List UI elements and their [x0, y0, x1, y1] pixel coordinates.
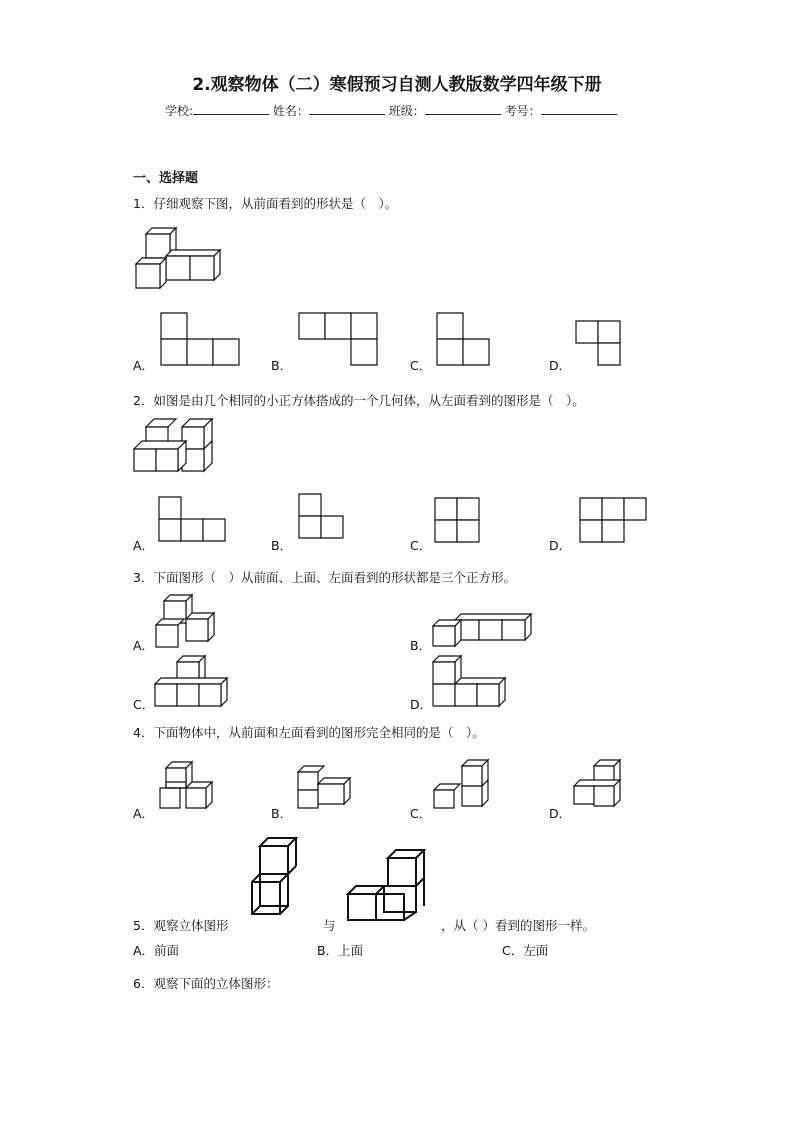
- q3-figure-a: [156, 593, 218, 649]
- q2-option-b[interactable]: B．: [271, 538, 293, 553]
- q2-solid-figure: [134, 417, 214, 473]
- school-label: 学校:: [165, 104, 194, 118]
- q2-view-c: [435, 498, 483, 546]
- number-blank[interactable]: [541, 103, 617, 115]
- q3-figure-d: [433, 656, 505, 708]
- name-label: 姓名：: [272, 104, 309, 118]
- q1-option-b[interactable]: B．: [271, 358, 293, 373]
- q4-option-b[interactable]: B．: [271, 806, 293, 821]
- section-heading: 一、选择题: [133, 171, 199, 186]
- question-5-part-b: 与: [323, 918, 336, 933]
- class-label: 班级：: [388, 104, 425, 118]
- q2-option-c[interactable]: C．: [410, 538, 432, 553]
- q1-solid-figure: [134, 226, 224, 290]
- q2-option-a[interactable]: A．: [133, 538, 155, 553]
- q5-figure-2: [348, 850, 430, 922]
- q4-figure-d: [574, 760, 626, 812]
- q3-figure-b: [433, 612, 533, 648]
- school-blank[interactable]: [193, 103, 269, 115]
- q3-option-b[interactable]: B．: [410, 638, 432, 653]
- q2-view-b: [299, 494, 347, 542]
- q3-option-d[interactable]: D．: [410, 697, 433, 712]
- q2-view-d: [580, 498, 650, 546]
- q4-option-c[interactable]: C．: [410, 806, 432, 821]
- question-3: 3．下面图形（ ）从前面、上面、左面看到的形状都是三个正方形。: [133, 570, 516, 585]
- name-blank[interactable]: [309, 103, 385, 115]
- q4-figure-a: [160, 762, 216, 812]
- q4-option-d[interactable]: D．: [549, 806, 572, 821]
- q1-view-d: [576, 321, 622, 367]
- question-6: 6．观察下面的立体图形：: [133, 976, 279, 991]
- q5-option-c[interactable]: C．左面: [502, 943, 549, 958]
- q5-option-a[interactable]: A．前面: [133, 943, 180, 958]
- q2-option-d[interactable]: D．: [549, 538, 572, 553]
- q3-option-a[interactable]: A．: [133, 638, 155, 653]
- q5-figure-1: [250, 838, 306, 918]
- q1-option-a[interactable]: A．: [133, 358, 155, 373]
- q1-view-c: [437, 313, 493, 367]
- q4-figure-c: [434, 760, 490, 812]
- q1-option-d[interactable]: D．: [549, 358, 572, 373]
- class-blank[interactable]: [425, 103, 501, 115]
- question-5-part-a: 5．观察立体图形: [133, 918, 229, 933]
- page-title: 2.观察物体（二）寒假预习自测人教版数学四年级下册: [192, 75, 602, 95]
- q2-view-a: [159, 497, 229, 545]
- q5-option-b[interactable]: B．上面: [317, 943, 364, 958]
- question-4: 4．下面物体中，从前面和左面看到的图形完全相同的是（ ）。: [133, 725, 485, 740]
- q3-option-c[interactable]: C．: [133, 697, 155, 712]
- question-5-part-c: ，从（ ）看到的图形一样。: [441, 918, 595, 933]
- q3-figure-c: [155, 656, 227, 708]
- q1-view-b: [299, 313, 379, 367]
- q4-figure-b: [298, 766, 354, 810]
- info-line: [165, 102, 617, 119]
- question-2: 2．如图是由几个相同的小正方体搭成的一个几何体，从左面看到的图形是（ ）。: [133, 393, 585, 408]
- q1-option-c[interactable]: C．: [410, 358, 432, 373]
- number-label: 考号：: [504, 104, 541, 118]
- question-1: 1．仔细观察下图，从前面看到的形状是（ ）。: [133, 196, 398, 211]
- q4-option-a[interactable]: A．: [133, 806, 155, 821]
- q1-view-a: [161, 313, 241, 367]
